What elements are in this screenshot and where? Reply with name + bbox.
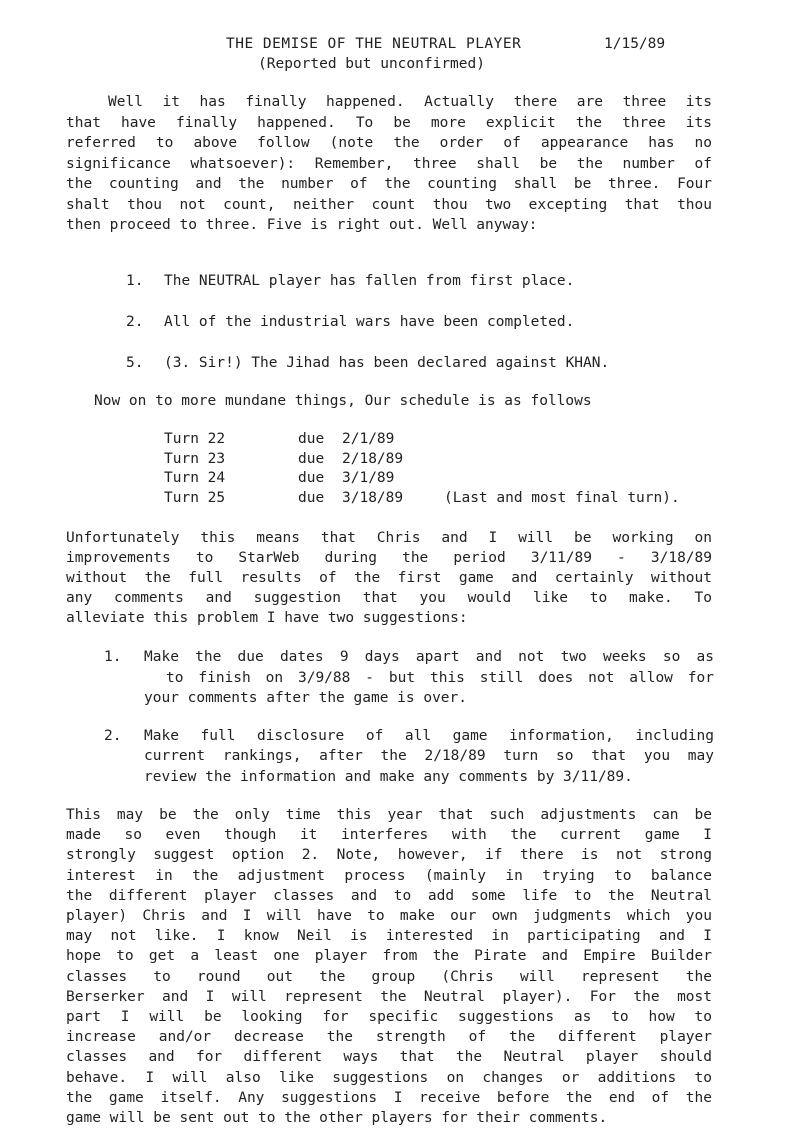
- document-date: 1/15/89: [604, 36, 666, 52]
- improvements-paragraph: [66, 528, 712, 628]
- list-line: review the information and make any comments by 3/11/89.: [144, 768, 633, 785]
- list-text: (3. Sir!) The Jihad has been declared against KHAN.: [164, 355, 610, 371]
- due-label: due: [298, 489, 325, 506]
- paragraph-line: significance whatsoever): Remember, three shall be the number of: [66, 155, 712, 172]
- paragraph-line: the counting and the number of the counting shall be three. Four: [66, 176, 712, 192]
- paragraph-line: made so even though it interferes with the current game I: [66, 827, 712, 844]
- paragraph-line: increase and/or decrease the strength of the different player: [66, 1029, 712, 1046]
- paragraph-line: strongly suggest option 2. Note, however, if there is not strong: [66, 847, 712, 864]
- list-text: All of the industrial wars have been completed.: [164, 314, 575, 330]
- paragraph-line: shalt thou not count, neither count thou two excepting that thou: [66, 196, 712, 213]
- paragraph-line: behave. I will also like suggestions on changes or additions to: [66, 1069, 712, 1086]
- document-subtitle: (Reported but unconfirmed): [258, 56, 485, 72]
- schedule-row: [164, 451, 680, 471]
- paragraph-line: classes and for different ways that the Neutral player should: [66, 1049, 712, 1066]
- list-line: your comments after the game is over.: [144, 690, 468, 706]
- list-line: to finish on 3/9/88 - but this still does not allow for: [166, 669, 714, 686]
- paragraph-line: part I will be looking for specific suggestions as to how to: [66, 1009, 712, 1026]
- suggestions-list: [104, 647, 714, 804]
- list-line: current rankings, after the 2/18/89 turn so that you may: [144, 748, 714, 764]
- paragraph-line: interest in the adjustment process (mainly in trying to balance: [66, 867, 712, 884]
- list-line: Make full disclosure of all game information, including: [144, 727, 714, 744]
- list-text: [144, 726, 714, 788]
- intro-paragraph: [66, 92, 712, 236]
- turn-label: Turn 24: [164, 470, 226, 486]
- list-item: [126, 273, 726, 314]
- paragraph-line: that have finally happened. To be more explicit the three its: [66, 114, 712, 131]
- paragraph-line: may not like. I know Neil is interested in participating and I: [66, 928, 712, 945]
- paragraph-line: without the full results of the first game and certainly without: [66, 570, 712, 586]
- paragraph-line: alleviate this problem I have two suggestions:: [66, 610, 468, 626]
- list-text: [144, 647, 714, 709]
- schedule-table: [164, 431, 680, 509]
- list-number: 2.: [126, 314, 144, 330]
- due-label: due: [298, 450, 325, 467]
- paragraph-line: the game itself. Any suggestions I receive before the end of the: [66, 1089, 712, 1106]
- list-text: The NEUTRAL player has fallen from first place.: [164, 273, 575, 289]
- list-line: Make the due dates 9 days apart and not two weeks so as: [144, 649, 714, 665]
- status-list: [126, 273, 726, 396]
- paragraph-line: Unfortunately this means that Chris and I will be working on: [66, 530, 712, 546]
- due-label: due: [298, 470, 325, 486]
- paragraph-line: referred to above follow (note the order of appearance has no: [66, 135, 712, 151]
- due-date: 2/18/89: [342, 450, 404, 467]
- paragraph-line: improvements to StarWeb during the period 3/11/89 - 3/18/89: [66, 550, 712, 566]
- list-item: [104, 726, 714, 788]
- paragraph-line: then proceed to three. Five is right out. Well anyway:: [66, 217, 538, 233]
- paragraph-line: the different player classes and to add some life to the Neutral: [66, 887, 712, 904]
- schedule-note: (Last and most final turn).: [444, 489, 680, 506]
- list-item: [126, 355, 726, 396]
- list-number: 1.: [104, 649, 122, 665]
- paragraph-line: player) Chris and I will have to make our own judgments which you: [66, 908, 712, 925]
- turn-label: Turn 23: [164, 450, 226, 467]
- list-number: 2.: [104, 727, 122, 744]
- list-number: 1.: [126, 273, 144, 289]
- adjustments-paragraph: [66, 805, 712, 1128]
- paragraph-line: Berserker and I will represent the Neutral player). For the most: [66, 988, 712, 1005]
- due-date: 3/1/89: [342, 470, 395, 486]
- paragraph-line: classes to round out the group (Chris will represent the: [66, 968, 712, 985]
- schedule-row: [164, 470, 680, 490]
- document-title: THE DEMISE OF THE NEUTRAL PLAYER: [226, 36, 522, 52]
- due-date: 2/1/89: [342, 431, 395, 447]
- due-date: 3/18/89: [342, 489, 404, 506]
- schedule-intro: Now on to more mundane things, Our schedule is as follows: [94, 393, 592, 409]
- paragraph-line: This may be the only time this year that such adjustments can be: [66, 807, 712, 823]
- list-item: [104, 647, 714, 709]
- list-number: 5.: [126, 355, 144, 371]
- paragraph-line: hope to get a least one player from the Pirate and Empire Builder: [66, 948, 712, 965]
- schedule-row: [164, 431, 680, 451]
- turn-label: Turn 25: [164, 489, 226, 506]
- list-item: [126, 314, 726, 355]
- paragraph-line: any comments and suggestion that you would like to make. To: [66, 590, 712, 606]
- paragraph-line: game will be sent out to the other players for their comments.: [66, 1110, 608, 1127]
- paragraph-line: Well it has finally happened. Actually there are three its: [108, 94, 712, 110]
- due-label: due: [298, 431, 325, 447]
- turn-label: Turn 22: [164, 431, 226, 447]
- schedule-row: [164, 490, 680, 510]
